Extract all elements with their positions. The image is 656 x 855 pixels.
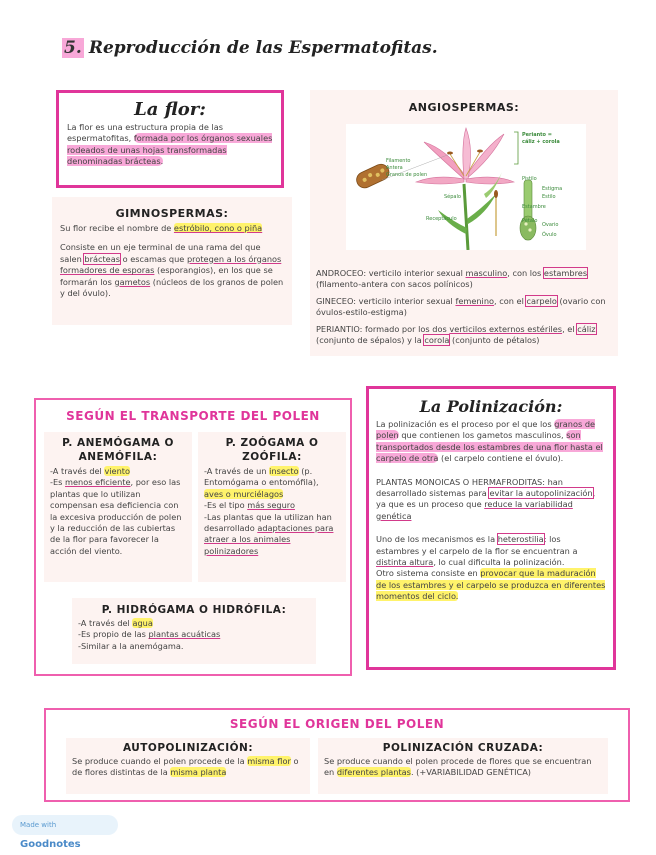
cruzada-text: Se produce cuando el polen procede de flores que se encuentran en diferentes plantas. (+VARIABILIDAD GENÉTICA) <box>324 756 592 778</box>
label-pistil: Pistilo <box>522 176 537 182</box>
hidro-title: P. HIDRÓGAMA O HIDRÓFILA: <box>101 604 287 616</box>
page-title <box>62 38 482 64</box>
gimno-para: Consiste en un eje terminal de una rama del que salen brácteas o escamas que protegen a los órganos formadores de esporas (esporangios), en los que se formarán los gametos (núcleos de los granos de polen y del óvulo). <box>60 242 284 299</box>
anemo-box <box>44 432 192 582</box>
goodnotes-badge[interactable] <box>12 815 118 850</box>
label-perianth: Perianto = <box>522 132 552 138</box>
gimno-line1: Su flor recibe el nombre de estróbilo, cono o piña <box>60 223 263 233</box>
title-text: Reproducción de las Espermatofitas. <box>88 38 438 58</box>
angio-title: ANGIOSPERMAS: <box>408 101 520 114</box>
polinizacion-title: La Polinización: <box>419 397 563 416</box>
flor-box <box>56 90 284 188</box>
label-sepal: Sépalo <box>444 194 461 200</box>
auto-text: Se produce cuando el polen procede de la misma flor o de flores distintas de la misma planta <box>72 756 299 778</box>
polinizacion-p3: Uno de los mecanismos es la heterostilia: los estambres y el carpelo de la flor se encuentran a distinta altura, lo cual dificulta la polinización. Otro sistema consiste en provocar que la maduración de los estambres y el carpelo se produzca en diferentes momentos del ciclo. <box>376 534 606 602</box>
label-ovary: Ovario <box>542 222 559 228</box>
title-number: 5. <box>64 38 82 58</box>
cruzada-box <box>318 738 608 794</box>
label-receptacle: Receptáculo <box>426 216 457 222</box>
label-ovule: Óvulo <box>542 232 557 238</box>
anemo-text: -A través del viento -Es menos eficiente, por eso las plantas que lo utilizan compensan esa deficiencia con la excesiva producción de polen y la reducción de las cubiertas de la flor para favorecer la acción del viento. <box>50 466 182 556</box>
anemo-title: P. ANEMÓGAMA O ANEMÓFILA: <box>62 437 174 463</box>
angio-box <box>310 90 618 356</box>
polinizacion-box <box>366 386 616 670</box>
gimno-title: GIMNOSPERMAS: <box>115 207 229 220</box>
label-style: Estilo <box>542 194 556 200</box>
auto-box <box>66 738 310 794</box>
hidro-text: -A través del agua -Es propio de las plantas acuáticas -Similar a la anemógama. <box>78 618 221 651</box>
polinizacion-p1: La polinización es el proceso por el que los granos de polen que contienen los gametos masculinos, son transportados desde los estambres de una flor hasta el carpelo de otra (el carpelo contiene el óvulo). <box>376 419 603 464</box>
periantio-text: PERIANTIO: formado por los dos verticilos externos estériles, el cáliz (conjunto de sépalos) y la corola (conjunto de pétalos) <box>316 324 596 346</box>
gimno-box <box>52 197 292 325</box>
gineceo-text: GINECEO: verticilo interior sexual femenino, con el carpelo (ovario con óvulos-estilo-estigma) <box>316 296 606 318</box>
transporte-title: SEGÚN EL TRANSPORTE DEL POLEN <box>66 409 320 423</box>
zoo-box <box>198 432 346 582</box>
zoo-text: -A través de un insecto (p. Entomógama o entomófila), aves o murciélagos -Es el tipo más seguro -Las plantas que la utilizan han desarrollado adaptaciones para atraer a los animales polinizadores <box>204 466 334 556</box>
label-pollen: Granos de polen <box>386 172 428 178</box>
label-petal: Pétalo <box>522 218 538 224</box>
badge-brand: Goodnotes <box>20 839 81 850</box>
hidro-box <box>72 598 316 664</box>
label-perianth2: cáliz + corola <box>522 139 560 145</box>
origen-box <box>44 708 630 802</box>
zoo-title: P. ZOÓGAMA O ZOÓFILA: <box>225 437 319 463</box>
cruzada-title: POLINIZACIÓN CRUZADA: <box>382 742 544 754</box>
transporte-box <box>34 398 352 676</box>
flower-diagram <box>346 124 586 250</box>
label-anther: Antera <box>386 165 403 171</box>
label-filament: Filamento <box>386 158 411 164</box>
auto-title: AUTOPOLINIZACIÓN: <box>122 742 254 754</box>
flor-text: La flor es una estructura propia de las espermatofitas, formada por los órganos sexuales rodeados de unas hojas transformadas denominadas brácteas. <box>67 122 273 167</box>
polinizacion-p2: PLANTAS MONOICAS O HERMAFRODITAS: han desarrollado sistemas para evitar la autopolinización, ya que es un proceso que reduce la variabilidad genética <box>376 476 596 521</box>
flor-title: La flor: <box>134 99 206 120</box>
androceo-text: ANDROCEO: verticilo interior sexual masculino, con los estambres (filamento-antera con sacos polínicos) <box>316 268 588 290</box>
origen-title: SEGÚN EL ORIGEN DEL POLEN <box>229 717 445 731</box>
badge-prefix: Made with <box>20 821 57 829</box>
label-stigma: Estigma <box>542 186 563 192</box>
label-stamen: Estambre <box>522 204 546 210</box>
